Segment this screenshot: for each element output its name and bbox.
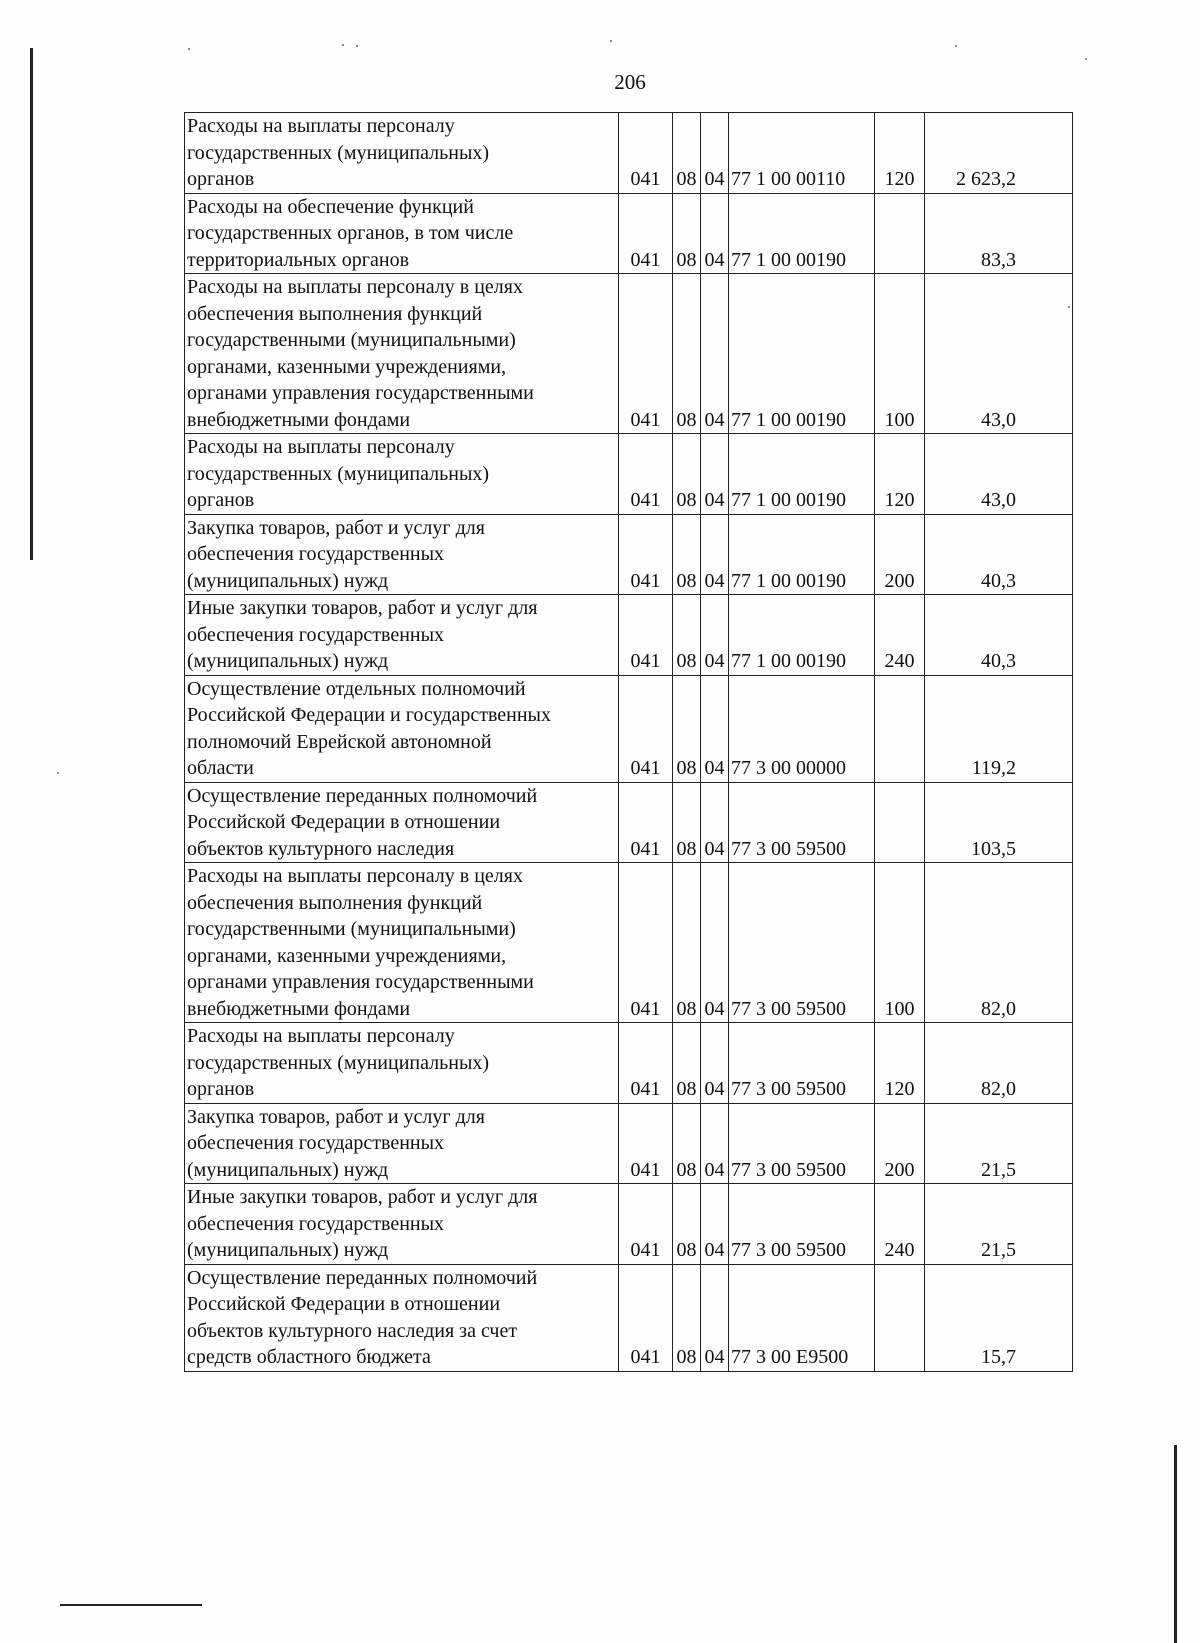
amount: 21,5 xyxy=(925,1103,1073,1184)
expense-name xyxy=(185,1264,619,1371)
expense-name-line: обеспечения государственных xyxy=(187,1132,445,1154)
expense-name-line: обеспечения государственных xyxy=(187,543,445,565)
expense-name-line: Осуществление отдельных полномочий xyxy=(187,677,526,700)
section-code: 08 xyxy=(673,1184,701,1265)
section-code: 08 xyxy=(673,675,701,782)
ministry-code: 041 xyxy=(619,274,673,434)
target-article-code: 77 3 00 59500 xyxy=(729,782,875,863)
ministry-code: 041 xyxy=(619,1184,673,1265)
expense-name-line: обеспечения государственных xyxy=(187,1212,445,1235)
page-number: 206 xyxy=(614,70,646,94)
expense-type-code xyxy=(875,675,925,782)
ministry-code: 041 xyxy=(619,1023,673,1104)
scan-edge-mark-bottom xyxy=(60,1604,202,1606)
expense-name xyxy=(185,193,619,274)
expense-name-line: полномочий Еврейской автономной xyxy=(187,730,492,753)
expense-name-line: государственных (муниципальных) xyxy=(187,141,490,164)
expense-name-line: государственных (муниципальных) xyxy=(187,1051,490,1074)
ministry-code: 041 xyxy=(619,863,673,1023)
expense-type-code: 120 xyxy=(875,434,925,515)
amount: 119,2 xyxy=(925,675,1073,782)
expense-name-line: Расходы на выплаты персоналу xyxy=(187,1025,455,1047)
table-row xyxy=(185,1023,1073,1104)
expense-name-line: территориальных органов xyxy=(187,248,410,271)
table-body xyxy=(185,113,1073,1372)
expense-name-line: Расходы на выплаты персоналу xyxy=(187,115,455,137)
expense-name-line: (муниципальных) нужд xyxy=(187,1158,389,1181)
expense-name-line: Иные закупки товаров, работ и услуг для xyxy=(187,597,538,619)
scan-speck xyxy=(610,40,612,42)
target-article-code: 77 1 00 00190 xyxy=(729,434,875,515)
amount: 82,0 xyxy=(925,863,1073,1023)
expense-name-line: Расходы на выплаты персоналу в целях xyxy=(187,276,523,298)
expense-name xyxy=(185,1103,619,1184)
expense-name-line: Российской Федерации в отношении xyxy=(187,811,501,833)
expense-name-line: органов xyxy=(187,489,255,511)
target-article-code: 77 1 00 00190 xyxy=(729,514,875,595)
expense-name-line: обеспечения государственных xyxy=(187,623,445,646)
ministry-code: 041 xyxy=(619,514,673,595)
target-article-code: 77 3 00 59500 xyxy=(729,1023,875,1104)
ministry-code: 041 xyxy=(619,193,673,274)
expense-name-line: Осуществление переданных полномочий xyxy=(187,1266,538,1289)
expense-type-code xyxy=(875,193,925,274)
expense-name-line: средств областного бюджета xyxy=(187,1346,431,1368)
scan-speck xyxy=(955,45,957,47)
scan-edge-mark-left xyxy=(30,48,33,560)
amount: 15,7 xyxy=(925,1264,1073,1371)
subsection-code: 04 xyxy=(701,113,729,194)
expense-name-line: Российской Федерации и государственных xyxy=(187,704,551,726)
table-row xyxy=(185,1103,1073,1184)
ministry-code: 041 xyxy=(619,595,673,676)
expense-name-line: органами, казенными учреждениями, xyxy=(187,355,507,378)
target-article-code: 77 3 00 59500 xyxy=(729,1184,875,1265)
amount: 43,0 xyxy=(925,434,1073,515)
section-code: 08 xyxy=(673,434,701,515)
section-code: 08 xyxy=(673,1023,701,1104)
expense-name-line: (муниципальных) нужд xyxy=(187,1239,389,1261)
amount: 40,3 xyxy=(925,514,1073,595)
subsection-code: 04 xyxy=(701,1184,729,1265)
subsection-code: 04 xyxy=(701,1103,729,1184)
expense-type-code: 240 xyxy=(875,1184,925,1265)
expense-type-code: 100 xyxy=(875,863,925,1023)
subsection-code: 04 xyxy=(701,863,729,1023)
scan-speck xyxy=(342,44,344,46)
expense-name-line: Закупка товаров, работ и услуг для xyxy=(187,1105,485,1128)
table-row xyxy=(185,675,1073,782)
target-article-code: 77 1 00 00110 xyxy=(729,113,875,194)
ministry-code: 041 xyxy=(619,434,673,515)
scan-edge-mark-right xyxy=(1174,1445,1177,1643)
target-article-code: 77 1 00 00190 xyxy=(729,595,875,676)
expense-type-code xyxy=(875,1264,925,1371)
target-article-code: 77 3 00 59500 xyxy=(729,863,875,1023)
amount: 83,3 xyxy=(925,193,1073,274)
ministry-code: 041 xyxy=(619,1103,673,1184)
expense-name-line: государственными (муниципальными) xyxy=(187,329,516,351)
section-code: 08 xyxy=(673,782,701,863)
expense-name-line: Расходы на выплаты персоналу в целях xyxy=(187,865,523,887)
expense-name-line: Расходы на обеспечение функций xyxy=(187,195,474,218)
subsection-code: 04 xyxy=(701,193,729,274)
target-article-code: 77 3 00 E9500 xyxy=(729,1264,875,1371)
expense-type-code: 100 xyxy=(875,274,925,434)
expense-name xyxy=(185,863,619,1023)
subsection-code: 04 xyxy=(701,1023,729,1104)
section-code: 08 xyxy=(673,274,701,434)
target-article-code: 77 1 00 00190 xyxy=(729,193,875,274)
scan-speck xyxy=(188,48,190,50)
amount: 21,5 xyxy=(925,1184,1073,1265)
expense-name xyxy=(185,782,619,863)
amount: 2 623,2 xyxy=(925,113,1073,194)
expense-name xyxy=(185,1023,619,1104)
budget-table xyxy=(184,112,1073,1372)
expense-name xyxy=(185,595,619,676)
table-row xyxy=(185,1264,1073,1371)
expense-name-line: (муниципальных) нужд xyxy=(187,650,389,672)
expense-name-line: органами, казенными учреждениями, xyxy=(187,944,507,967)
expense-name xyxy=(185,675,619,782)
expense-name-line: Иные закупки товаров, работ и услуг для xyxy=(187,1186,538,1208)
target-article-code: 77 3 00 59500 xyxy=(729,1103,875,1184)
table-row xyxy=(185,113,1073,194)
subsection-code: 04 xyxy=(701,274,729,434)
table-row xyxy=(185,274,1073,434)
expense-type-code: 120 xyxy=(875,1023,925,1104)
amount: 43,0 xyxy=(925,274,1073,434)
target-article-code: 77 3 00 00000 xyxy=(729,675,875,782)
table-row xyxy=(185,434,1073,515)
expense-name-line: объектов культурного наследия xyxy=(187,837,455,860)
expense-name-line: Расходы на выплаты персоналу xyxy=(187,436,455,458)
subsection-code: 04 xyxy=(701,595,729,676)
ministry-code: 041 xyxy=(619,1264,673,1371)
subsection-code: 04 xyxy=(701,675,729,782)
expense-name-line: органов xyxy=(187,168,255,190)
section-code: 08 xyxy=(673,1103,701,1184)
subsection-code: 04 xyxy=(701,1264,729,1371)
expense-name xyxy=(185,274,619,434)
expense-name xyxy=(185,113,619,194)
amount: 40,3 xyxy=(925,595,1073,676)
subsection-code: 04 xyxy=(701,782,729,863)
expense-name-line: государственных (муниципальных) xyxy=(187,462,490,485)
expense-type-code: 240 xyxy=(875,595,925,676)
expense-name xyxy=(185,434,619,515)
expense-name-line: объектов культурного наследия за счет xyxy=(187,1319,518,1342)
expense-name-line: Закупка товаров, работ и услуг для xyxy=(187,516,485,539)
expense-name-line: Российской Федерации в отношении xyxy=(187,1293,501,1315)
expense-name-line: государственными (муниципальными) xyxy=(187,918,516,940)
expense-name-line: (муниципальных) нужд xyxy=(187,569,389,592)
expense-name xyxy=(185,1184,619,1265)
expense-type-code: 120 xyxy=(875,113,925,194)
ministry-code: 041 xyxy=(619,113,673,194)
amount: 82,0 xyxy=(925,1023,1073,1104)
expense-name-line: обеспечения выполнения функций xyxy=(187,302,483,325)
ministry-code: 041 xyxy=(619,782,673,863)
section-code: 08 xyxy=(673,113,701,194)
section-code: 08 xyxy=(673,1264,701,1371)
expense-name-line: области xyxy=(187,757,254,779)
expense-name-line: органами управления государственными xyxy=(187,971,534,993)
expense-name xyxy=(185,514,619,595)
expense-type-code: 200 xyxy=(875,514,925,595)
table-row xyxy=(185,782,1073,863)
scan-speck xyxy=(57,772,59,774)
section-code: 08 xyxy=(673,595,701,676)
table-row xyxy=(185,863,1073,1023)
subsection-code: 04 xyxy=(701,514,729,595)
scan-speck xyxy=(1085,58,1087,60)
table-row xyxy=(185,514,1073,595)
amount: 103,5 xyxy=(925,782,1073,863)
expense-name-line: обеспечения выполнения функций xyxy=(187,891,483,914)
table-row xyxy=(185,595,1073,676)
expense-type-code xyxy=(875,782,925,863)
expense-name-line: Осуществление переданных полномочий xyxy=(187,784,538,807)
expense-name-line: внебюджетными фондами xyxy=(187,997,411,1020)
target-article-code: 77 1 00 00190 xyxy=(729,274,875,434)
subsection-code: 04 xyxy=(701,434,729,515)
section-code: 08 xyxy=(673,514,701,595)
section-code: 08 xyxy=(673,863,701,1023)
expense-name-line: органами управления государственными xyxy=(187,382,534,404)
expense-type-code: 200 xyxy=(875,1103,925,1184)
scan-speck xyxy=(356,45,358,47)
table-row xyxy=(185,1184,1073,1265)
expense-name-line: органов xyxy=(187,1078,255,1100)
expense-name-line: внебюджетными фондами xyxy=(187,408,411,431)
ministry-code: 041 xyxy=(619,675,673,782)
expense-name-line: государственных органов, в том числе xyxy=(187,222,514,244)
table-row xyxy=(185,193,1073,274)
section-code: 08 xyxy=(673,193,701,274)
